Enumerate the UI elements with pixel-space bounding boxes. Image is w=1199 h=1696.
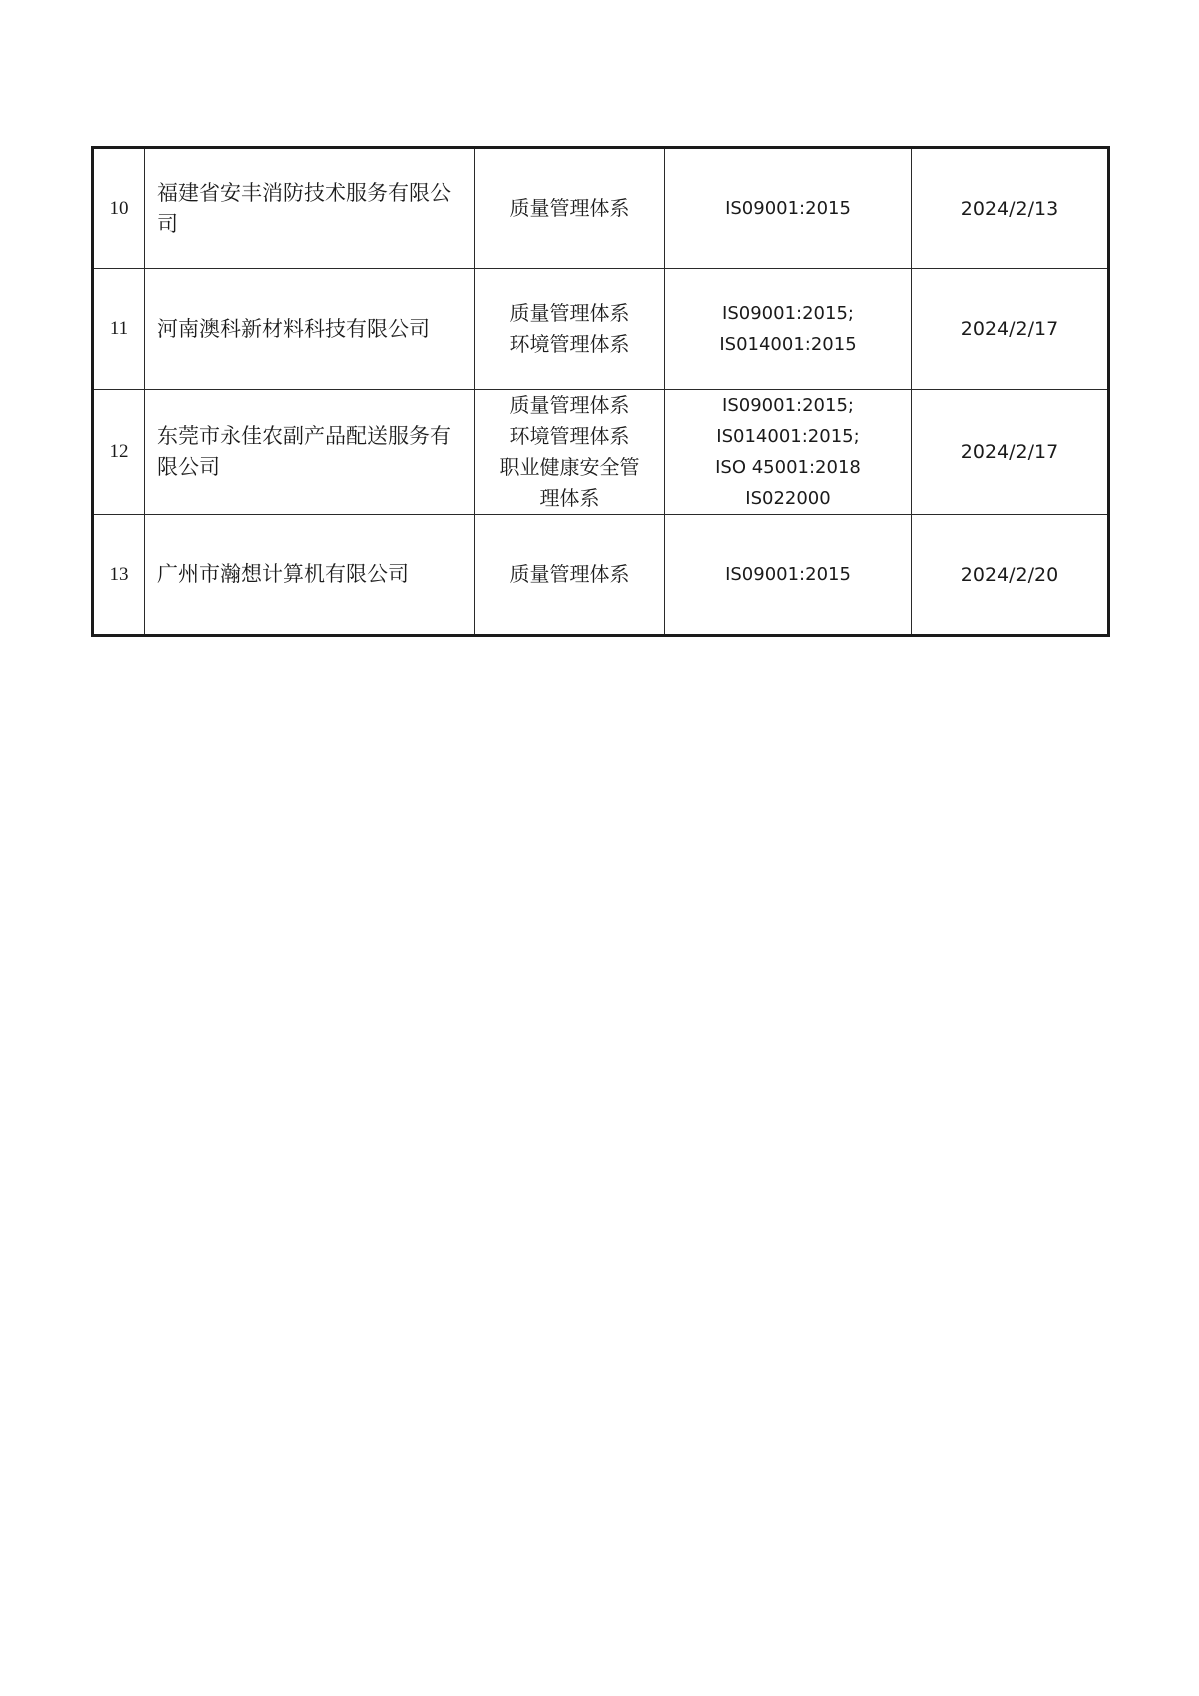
- standard-line: IS09001:2015;: [722, 395, 854, 416]
- standard-line: IS022000: [745, 488, 831, 509]
- certification-table: [91, 146, 1110, 637]
- table-row: [93, 148, 1109, 269]
- company-name-text: 东莞市永佳农副产品配送服务有限公司: [157, 424, 451, 479]
- issue-date: 2024/2/17: [912, 390, 1109, 515]
- company-name-text: 广州市瀚想计算机有限公司: [157, 562, 409, 586]
- standard: [665, 148, 912, 269]
- system-line: 职业健康安全管: [499, 455, 640, 479]
- company-name: [145, 390, 475, 515]
- row-number: 12: [93, 390, 145, 515]
- system-line: 质量管理体系: [509, 562, 630, 586]
- company-name: [145, 269, 475, 390]
- system-line: 质量管理体系: [509, 393, 630, 417]
- row-number: 10: [93, 148, 145, 269]
- table-row: [93, 515, 1109, 636]
- standard: [665, 515, 912, 636]
- company-name: [145, 515, 475, 636]
- standard: [665, 269, 912, 390]
- standard-line: IS014001:2015;: [716, 426, 860, 447]
- issue-date: 2024/2/20: [912, 515, 1109, 636]
- standard-line: IS09001:2015: [725, 564, 851, 585]
- table-row: [93, 390, 1109, 515]
- system-line: 环境管理体系: [509, 424, 630, 448]
- management-system: [475, 390, 665, 515]
- standard-line: IS09001:2015: [725, 198, 851, 219]
- standard-line: ISO 45001:2018: [715, 457, 861, 478]
- issue-date: 2024/2/17: [912, 269, 1109, 390]
- system-line: 环境管理体系: [509, 332, 630, 356]
- row-number: 13: [93, 515, 145, 636]
- system-line: 质量管理体系: [509, 196, 630, 220]
- management-system: [475, 269, 665, 390]
- standard-line: IS09001:2015;: [722, 303, 854, 324]
- management-system: [475, 515, 665, 636]
- issue-date: 2024/2/13: [912, 148, 1109, 269]
- management-system: [475, 148, 665, 269]
- system-line: 质量管理体系: [509, 301, 630, 325]
- table-row: [93, 269, 1109, 390]
- row-number: 11: [93, 269, 145, 390]
- system-line: 理体系: [539, 486, 600, 510]
- company-name: [145, 148, 475, 269]
- standard-line: IS014001:2015: [719, 334, 857, 355]
- company-name-text: 福建省安丰消防技术服务有限公司: [157, 180, 451, 236]
- company-name-text: 河南澳科新材料科技有限公司: [157, 316, 430, 341]
- standard: [665, 390, 912, 515]
